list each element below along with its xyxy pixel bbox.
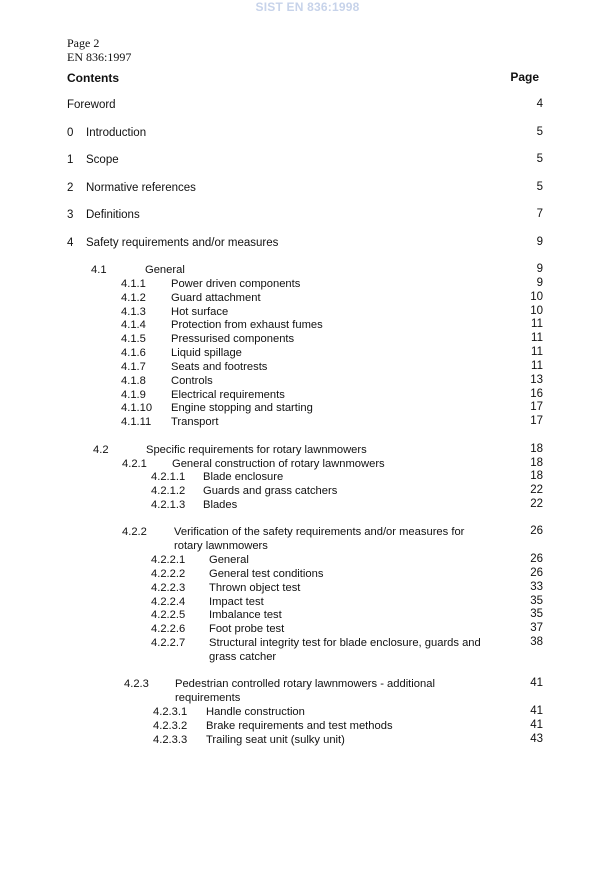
- toc-title: Engine stopping and starting: [171, 402, 313, 414]
- toc-title: Guards and grass catchers: [203, 485, 338, 497]
- toc-title: General: [145, 264, 185, 276]
- toc-page: 11: [531, 332, 543, 344]
- toc-number: 4.1.5: [121, 333, 146, 345]
- toc-number: 4.1.6: [121, 347, 146, 359]
- toc-number: 4: [67, 237, 74, 249]
- toc-number: 4.1.8: [121, 375, 146, 387]
- toc-number: 4.2.3.3: [153, 734, 188, 746]
- toc-number: 4.2.2.1: [151, 554, 186, 566]
- toc-title: Handle construction: [206, 706, 305, 718]
- toc-title: Introduction: [86, 127, 147, 139]
- toc-title: Thrown object test: [209, 582, 301, 594]
- toc-number: 4.2.2.2: [151, 568, 186, 580]
- toc-page: 22: [530, 498, 543, 510]
- toc-page: 41: [530, 677, 543, 689]
- toc-page: 11: [531, 360, 543, 372]
- toc-page: 5: [536, 181, 543, 193]
- toc-title: Protection from exhaust fumes: [171, 319, 323, 331]
- toc-title: Pressurised components: [171, 333, 295, 345]
- toc-title: Scope: [86, 154, 119, 166]
- toc-title: Impact test: [209, 596, 264, 608]
- toc-page: 13: [530, 374, 543, 386]
- toc-page: 17: [530, 415, 543, 427]
- toc-page: 9: [536, 277, 543, 289]
- toc-number: 4.1.7: [121, 361, 146, 373]
- toc-title: Power driven components: [171, 278, 301, 290]
- toc-number: 4.1.11: [121, 416, 152, 428]
- toc-title: Safety requirements and/or measures: [86, 237, 279, 249]
- toc-page: 22: [530, 484, 543, 496]
- toc-number: 4.2.2.6: [151, 623, 186, 635]
- toc-page: 41: [530, 719, 543, 731]
- toc-number: 4.1.9: [121, 389, 146, 401]
- toc-page: 16: [530, 388, 543, 400]
- toc-number: 4.1.3: [121, 306, 146, 318]
- toc-page: 11: [531, 318, 543, 330]
- toc-number: 4.1: [91, 264, 107, 276]
- toc-title: Verification of the safety requirements and/or measures for: [174, 526, 465, 538]
- toc-title: Blades: [203, 499, 238, 511]
- toc-number: 4.2.2: [122, 526, 147, 538]
- toc-page: 26: [530, 553, 543, 565]
- toc-number: 4.2.3: [124, 678, 149, 690]
- toc-page: 4: [536, 98, 543, 110]
- toc-page: 18: [530, 457, 543, 469]
- toc-title: Liquid spillage: [171, 347, 242, 359]
- toc-title: Guard attachment: [171, 292, 261, 304]
- toc-number: 4.1.2: [121, 292, 146, 304]
- toc-number: 4.2.1: [122, 458, 147, 470]
- toc-title: Specific requirements for rotary lawnmowers: [146, 444, 367, 456]
- toc-number: 4.2.1.2: [151, 485, 186, 497]
- toc-number: 1: [67, 154, 74, 166]
- toc-page: 41: [530, 705, 543, 717]
- toc-number: 4.1.10: [121, 402, 153, 414]
- toc-title: Brake requirements and test methods: [206, 720, 393, 732]
- toc-number: 4.2.2.4: [151, 596, 186, 608]
- toc-title: General construction of rotary lawnmowers: [172, 458, 385, 470]
- toc-page: 38: [530, 636, 543, 648]
- toc-title: Definitions: [86, 209, 140, 221]
- toc-title: General test conditions: [209, 568, 324, 580]
- toc-title: Pedestrian controlled rotary lawnmowers - additional: [175, 678, 435, 690]
- toc-number: 4.2.2.5: [151, 609, 186, 621]
- toc-number: 4.2.2.7: [151, 637, 186, 649]
- toc-number: 4.1.4: [121, 319, 146, 331]
- toc-title: Transport: [171, 416, 219, 428]
- toc-number: 0: [67, 127, 74, 139]
- toc-title: General: [209, 554, 249, 566]
- toc-page: 7: [536, 208, 543, 220]
- toc-title: Seats and footrests: [171, 361, 268, 373]
- toc-page: 35: [530, 595, 543, 607]
- page-number-header: Page 2: [67, 36, 100, 50]
- toc-page: 18: [530, 443, 543, 455]
- page-column-heading: Page: [510, 70, 539, 84]
- standard-number-header: EN 836:1997: [67, 50, 132, 64]
- toc-page: 33: [530, 581, 543, 593]
- toc-number: 4.2.1.3: [151, 499, 186, 511]
- toc-title: Normative references: [86, 182, 196, 194]
- toc-title: Electrical requirements: [171, 389, 285, 401]
- toc-page: 18: [530, 470, 543, 482]
- toc-title: Trailing seat unit (sulky unit): [206, 734, 345, 746]
- toc-title: Structural integrity test for blade enclosure, guards and: [209, 637, 481, 649]
- toc-number: 4.2.1.1: [151, 471, 186, 483]
- toc-page: 37: [530, 622, 543, 634]
- toc-page: 9: [536, 236, 543, 248]
- toc-page: 26: [530, 567, 543, 579]
- toc-title: Foot probe test: [209, 623, 285, 635]
- contents-heading: Contents: [67, 71, 119, 85]
- watermark: SIST EN 836:1998: [255, 0, 360, 14]
- toc-page: 9: [536, 263, 543, 275]
- toc-page: 10: [530, 291, 543, 303]
- toc-title-continued: rotary lawnmowers: [174, 540, 268, 552]
- toc-title-continued: grass catcher: [209, 651, 277, 663]
- toc-number: 3: [67, 209, 74, 221]
- toc-number: 4.1.1: [121, 278, 146, 290]
- toc-title: Controls: [171, 375, 213, 387]
- toc-number: 4.2: [93, 444, 109, 456]
- toc-number: 4.2.3.2: [153, 720, 188, 732]
- toc-number: 4.2.3.1: [153, 706, 188, 718]
- toc-title: Foreword: [67, 99, 116, 111]
- toc-title: Blade enclosure: [203, 471, 284, 483]
- toc-page: 5: [536, 153, 543, 165]
- toc-number: 4.2.2.3: [151, 582, 186, 594]
- toc-page: 5: [536, 126, 543, 138]
- toc-title: Hot surface: [171, 306, 229, 318]
- toc-page: 10: [530, 305, 543, 317]
- toc-page: 17: [530, 401, 543, 413]
- toc-title-continued: requirements: [175, 692, 241, 704]
- toc-number: 2: [67, 182, 74, 194]
- toc-title: Imbalance test: [209, 609, 282, 621]
- toc-page: 43: [530, 733, 543, 745]
- toc-page: 11: [531, 346, 543, 358]
- toc-page: 35: [530, 608, 543, 620]
- toc-page: 26: [530, 525, 543, 537]
